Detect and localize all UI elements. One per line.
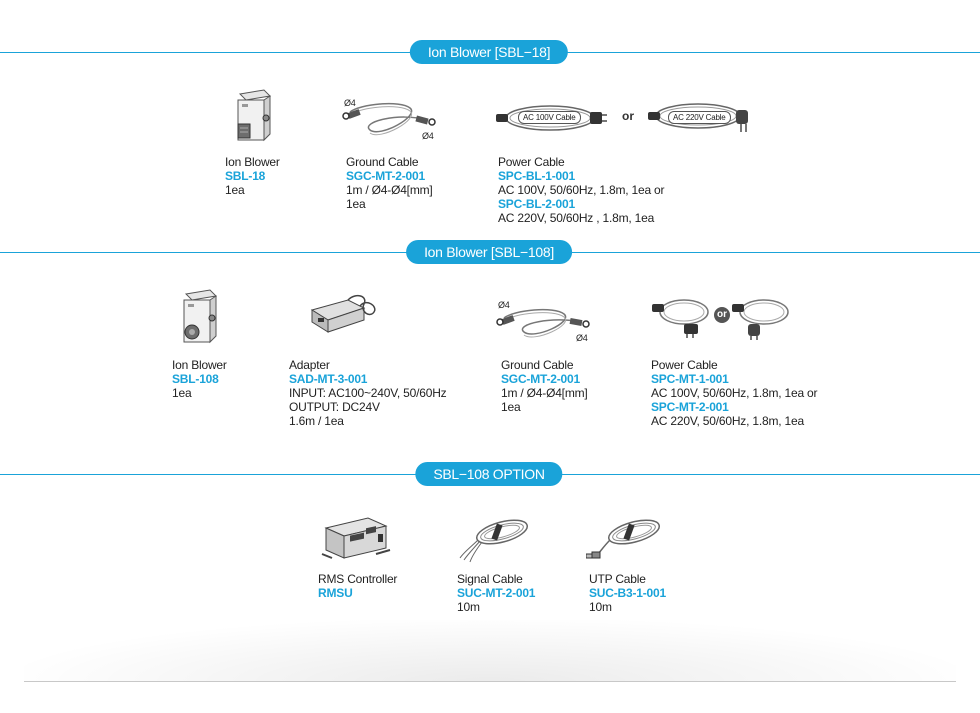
signal-cable-image: [454, 514, 534, 564]
item-name: Ground Cable: [501, 358, 574, 372]
item-name: UTP Cable: [589, 572, 646, 586]
item-spec: 1m / Ø4-Ø4[mm]: [346, 183, 433, 197]
or-separator-sbl18: or: [622, 109, 634, 123]
item-power-cable-sbl18: [498, 155, 664, 225]
item-utp-cable: [589, 572, 666, 614]
section-title-option: SBL−108 OPTION: [415, 462, 562, 486]
utp-cable-image: [586, 514, 666, 564]
item-length: 10m: [457, 600, 480, 614]
item-spec-2: AC 220V, 50/60Hz , 1.8m, 1ea: [498, 211, 655, 225]
item-name: Ground Cable: [346, 155, 419, 169]
item-spec-2: OUTPUT: DC24V: [289, 400, 380, 414]
item-code: SBL-108: [172, 372, 219, 386]
ion-blower-sbl18-image: [234, 88, 274, 146]
item-length: 10m: [589, 600, 612, 614]
item-qty: 1ea: [225, 183, 245, 197]
item-ion-blower-sbl108: [172, 358, 227, 400]
item-power-cable-sbl108: [651, 358, 817, 428]
item-qty: 1ea: [172, 386, 192, 400]
item-signal-cable: [457, 572, 535, 614]
item-code-1: SPC-MT-1-001: [651, 372, 729, 386]
item-ground-cable-sbl18: [346, 155, 433, 211]
adapter-image: [308, 292, 378, 340]
item-qty: 1ea: [346, 197, 366, 211]
rms-controller-image: [320, 514, 392, 566]
item-name: RMS Controller: [318, 572, 398, 586]
ground-diameter-label-b: Ø4: [422, 131, 434, 141]
item-code-1: SPC-BL-1-001: [498, 169, 575, 183]
item-adapter: [289, 358, 446, 428]
item-code: SBL-18: [225, 169, 266, 183]
item-rms-controller: [318, 572, 397, 600]
item-code: SGC-MT-2-001: [501, 372, 580, 386]
power-cable-sbl108-100v-image: [650, 296, 712, 338]
item-spec-3: 1.6m / 1ea: [289, 414, 344, 428]
item-spec-1: AC 100V, 50/60Hz, 1.8m, 1ea or: [651, 386, 818, 400]
bottom-shadow: [24, 620, 956, 682]
item-spec-1: AC 100V, 50/60Hz, 1.8m, 1ea or: [498, 183, 665, 197]
bottom-divider: [24, 681, 956, 682]
item-spec: 1m / Ø4-Ø4[mm]: [501, 386, 588, 400]
ground-diameter-label-b: Ø4: [576, 333, 588, 343]
item-name: Ion Blower: [172, 358, 227, 372]
item-code-2: SPC-BL-2-001: [498, 197, 575, 211]
item-code: SAD-MT-3-001: [289, 372, 368, 386]
item-code: SGC-MT-2-001: [346, 169, 425, 183]
ion-blower-sbl108-image: [180, 288, 220, 348]
power-cable-100v-label: AC 100V Cable: [518, 111, 581, 124]
section-title-sbl18: Ion Blower [SBL−18]: [410, 40, 568, 64]
item-name: Signal Cable: [457, 572, 523, 586]
item-spec-1: INPUT: AC100~240V, 50/60Hz: [289, 386, 447, 400]
ground-diameter-label-a: Ø4: [498, 300, 510, 310]
section-title-sbl108: Ion Blower [SBL−108]: [406, 240, 572, 264]
power-cable-sbl108-220v-image: [732, 296, 792, 340]
item-name: Power Cable: [651, 358, 718, 372]
item-code: RMSU: [318, 586, 353, 600]
item-code: SUC-B3-1-001: [589, 586, 666, 600]
item-spec-2: AC 220V, 50/60Hz, 1.8m, 1ea: [651, 414, 804, 428]
power-cable-220v-label: AC 220V Cable: [668, 111, 731, 124]
ground-diameter-label-a: Ø4: [344, 98, 356, 108]
item-qty: 1ea: [501, 400, 521, 414]
item-code-2: SPC-MT-2-001: [651, 400, 729, 414]
item-name: Adapter: [289, 358, 330, 372]
item-code: SUC-MT-2-001: [457, 586, 536, 600]
item-ion-blower-sbl18: [225, 155, 280, 197]
item-name: Power Cable: [498, 155, 565, 169]
or-badge-sbl108: or: [714, 307, 730, 323]
item-ground-cable-sbl108: [501, 358, 588, 414]
item-name: Ion Blower: [225, 155, 280, 169]
